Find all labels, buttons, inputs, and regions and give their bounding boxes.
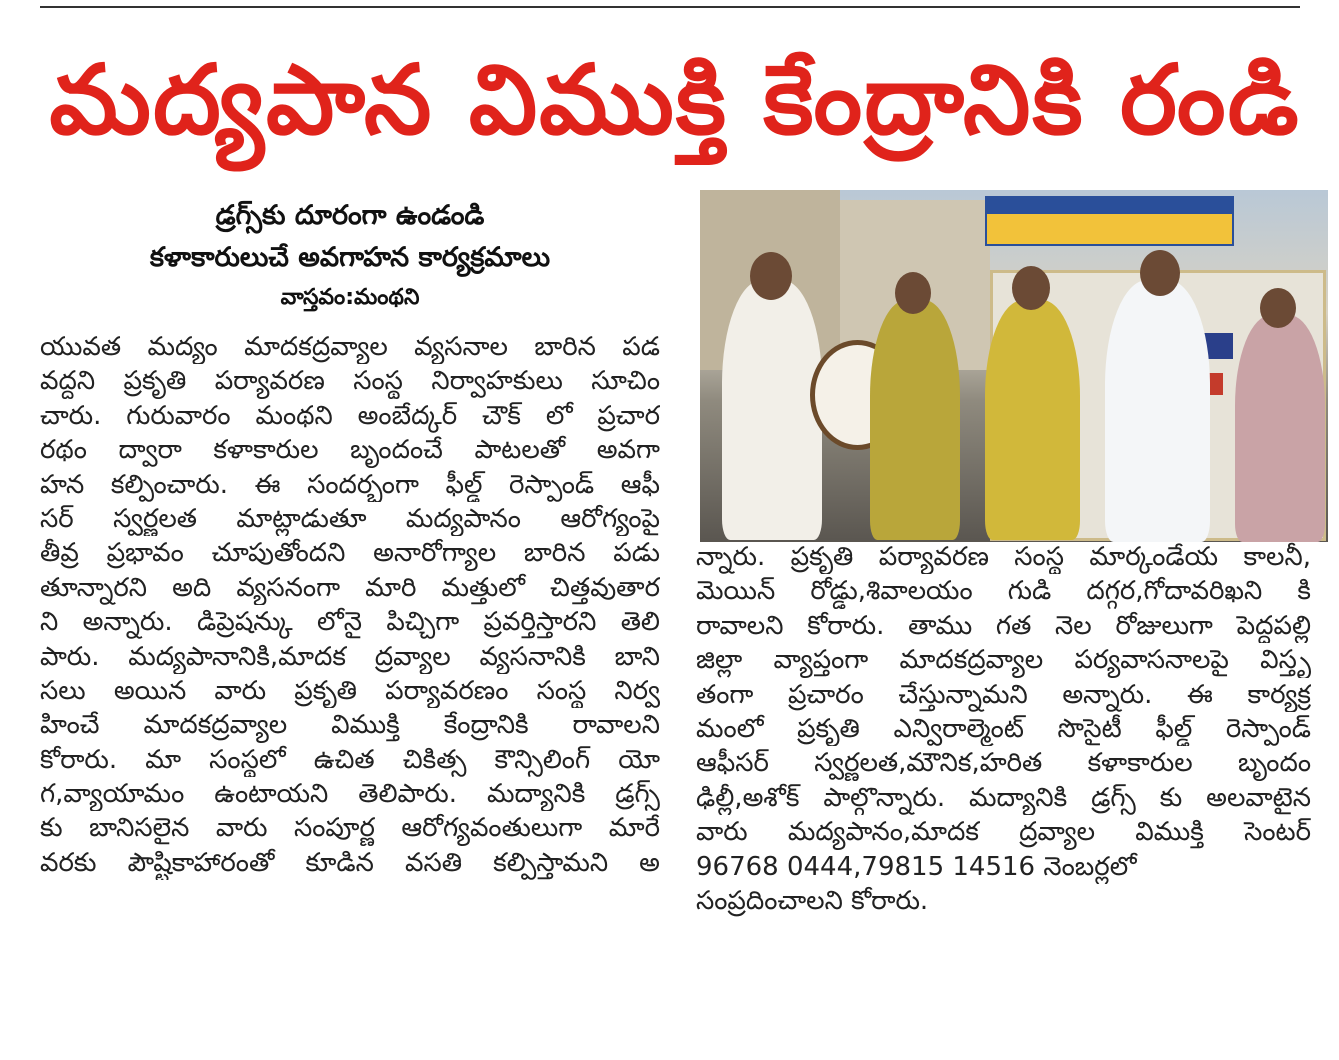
article-line: గ,వ్యాయామం ఉంటాయని తెలిపారు. మద్యానికి డ్రగ్స్: [40, 779, 660, 810]
dateline: వాస్తవం:మంథని: [280, 285, 420, 310]
article-line: వారు మద్యపానం,మాదక ద్రవ్యాల విముక్తి సెంటర్: [696, 817, 1311, 848]
article-line: న్నారు. ప్రకృతి పర్యావరణ సంస్థ మార్కండేయ కాలనీ,: [696, 542, 1311, 572]
photo-person: [870, 300, 960, 540]
photo-person: [985, 300, 1080, 540]
article-line: మంలో ప్రకృతి ఎన్విరాల్మెంట్ సొసైటీ ఫీల్డ్ రెస్పాండ్: [696, 713, 1311, 744]
article-line: ని అన్నారు. డిప్రెషన్కు లోనై పిచ్చిగా ప్రవర్తిస్తారని తెలి: [40, 607, 660, 638]
photo-person-head: [750, 252, 792, 300]
event-photo: [700, 190, 1328, 542]
article-line: 96768 0444,79815 14516 నెంబర్లలో: [696, 851, 1137, 882]
photo-person: [722, 280, 822, 540]
article-line: మెయిన్ రోడ్డు,శివాలయం గుడి దగ్గర,గోదావరిఖని కి: [696, 576, 1311, 607]
top-rule: [40, 6, 1300, 8]
photo-banner: [985, 196, 1234, 246]
article-line: వరకు పౌష్టికాహారంతో కూడిన వసతి కల్పిస్తామని అ: [40, 847, 660, 878]
article-line: వద్దని ప్రకృతి పర్యావరణ సంస్థ నిర్వాహకులు సూచిం: [40, 366, 660, 397]
article-line: సంప్రదించాలని కోరారు.: [696, 885, 929, 916]
article-line: హన కల్పించారు. ఈ సందర్భంగా ఫీల్డ్ రెస్పాండ్ ఆఫీ: [40, 469, 660, 500]
article-line: పారు. మద్యపానానికి,మాదక ద్రవ్యాల వ్యసనానికి బాని: [40, 641, 660, 672]
photo-person-head: [1140, 250, 1180, 296]
subheading-2: కళాకారులుచే అవగాహన కార్యక్రమాలు: [149, 242, 551, 273]
article-line: కు బానిసలైన వారు సంపూర్ణ ఆరోగ్యవంతులుగా మారే: [40, 813, 660, 844]
article-line: యువత మద్యం మాదకద్రవ్యాల వ్యసనాల బారిన పడ: [40, 332, 660, 362]
article-line: జిల్లా వ్యాప్తంగా మాదకద్రవ్యాల పర్యవాసనాలపై విస్తృ: [696, 645, 1311, 676]
article-line: కోరారు. మా సంస్థలో ఉచిత చికిత్స కౌన్సిలింగ్ యో: [40, 744, 660, 775]
headline: మద్యపాన విముక్తి కేంద్రానికి రండి: [49, 44, 1301, 156]
article-line: సర్ స్వర్ణలత మాట్లాడుతూ మద్యపానం ఆరోగ్యంపై: [40, 503, 660, 534]
article-line: తీవ్ర ప్రభావం చూపుతోందని అనారోగ్యాల బారిన పడు: [40, 538, 660, 569]
article-line: సలు అయిన వారు ప్రకృతి పర్యావరణం సంస్థ నిర్వ: [40, 675, 660, 706]
article-line: తంగా ప్రచారం చేస్తున్నామని అన్నారు. ఈ కార్యక్ర: [696, 679, 1311, 710]
article-line: తూన్నారని అది వ్యసనంగా మారి మత్తులో చిత్తవుతార: [40, 572, 660, 603]
article-right-column: [696, 540, 1311, 918]
subheading-1: డ్రగ్స్‌కు దూరంగా ఉండండి: [215, 200, 485, 231]
article-line: హించే మాదకద్రవ్యాల విముక్తి కేంద్రానికి రావాలని: [40, 710, 660, 741]
article-line: ఢిల్లీ,అశోక్ పాల్గొన్నారు. మద్యానికి డ్రగ్స్ కు అలవాటైన: [696, 782, 1311, 813]
article-line: ఆఫీసర్ స్వర్ణలత,మౌనిక,హరిత కళాకారుల బృందం: [696, 748, 1311, 779]
article-left-column: [40, 330, 660, 880]
photo-person-head: [895, 272, 931, 314]
article-line: రావాలని కోరారు. తాము గత నెల రోజులుగా పెద్దపల్లి: [696, 610, 1311, 641]
article-line: చారు. గురువారం మంథని అంబేద్కర్ చౌక్ లో ప్రచార: [40, 400, 660, 431]
photo-person-head: [1012, 266, 1050, 310]
photo-person: [1235, 315, 1325, 542]
photo-person-head: [1260, 288, 1296, 328]
photo-person: [1105, 280, 1210, 542]
article-line: రథం ద్వారా కళాకారుల బృందంచే పాటలతో అవగా: [40, 435, 660, 466]
